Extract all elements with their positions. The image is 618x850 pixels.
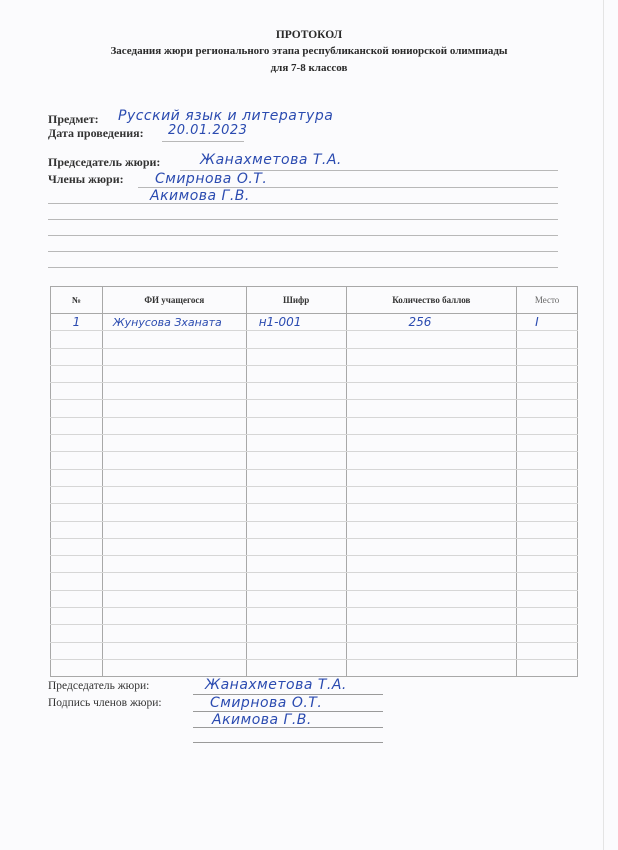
page-edge [603,0,604,850]
table-row [51,331,578,348]
table-row [51,573,578,590]
members-underline-2 [48,203,558,204]
table-row [51,435,578,452]
member-1: Смирнова О.Т. [155,171,268,187]
col-place-header: Место [517,287,578,314]
members-underline-5 [48,251,558,252]
table-row [51,400,578,417]
date-underline [162,141,244,142]
footer-member-1-signature: Смирнова О.Т. [210,695,323,711]
table-row [51,538,578,555]
footer-member-3-underline [193,742,383,743]
members-underline-6 [48,267,558,268]
table-row [51,642,578,659]
members-underline-3 [48,219,558,220]
table-row [51,452,578,469]
footer-member-2-underline [193,727,383,728]
date-value: 20.01.2023 [168,123,248,138]
subject-value: Русский язык и литература [118,108,334,124]
cell-score: 256 [346,314,517,331]
protocol-subtitle-line1: Заседания жюри регионального этапа республиканской юниорской олимпиады [110,45,508,57]
protocol-subtitle-line2: для 7-8 классов [270,62,348,74]
results-table [50,286,578,677]
table-row [51,469,578,486]
members-underline-4 [48,235,558,236]
table-row [51,504,578,521]
date-label: Дата проведения: [48,126,144,140]
footer-members-label: Подпись членов жюри: [48,697,162,709]
chair-label: Председатель жюри: [48,155,161,169]
chair-value: Жанахметова Т.А. [200,152,342,168]
table-row [51,521,578,538]
table-row [51,365,578,382]
col-number-header: № [51,287,103,314]
footer-chair-label: Председатель жюри: [48,680,150,692]
table-row [51,314,578,331]
table-row [51,417,578,434]
col-name-header: ФИ учащегося [102,287,246,314]
cell-code: н1-001 [246,314,346,331]
cell-place: I [517,314,578,331]
members-label: Члены жюри: [48,172,124,186]
table-row [51,348,578,365]
table-row [51,383,578,400]
protocol-title: ПРОТОКОЛ [275,29,343,41]
table-row [51,608,578,625]
table-row [51,486,578,503]
cell-student-name: Жунусова Зханата [102,314,246,331]
table-row [51,659,578,676]
table-row [51,625,578,642]
table-header-row [51,287,578,314]
member-2: Акимова Г.В. [150,188,250,204]
col-score-header: Количество баллов [346,287,517,314]
footer-chair-signature: Жанахметова Т.А. [205,677,347,693]
subject-label: Предмет: [48,112,99,126]
table-row [51,556,578,573]
cell-number: 1 [51,314,103,331]
footer-member-2-signature: Акимова Г.В. [212,712,312,728]
table-row [51,590,578,607]
col-code-header: Шифр [246,287,346,314]
